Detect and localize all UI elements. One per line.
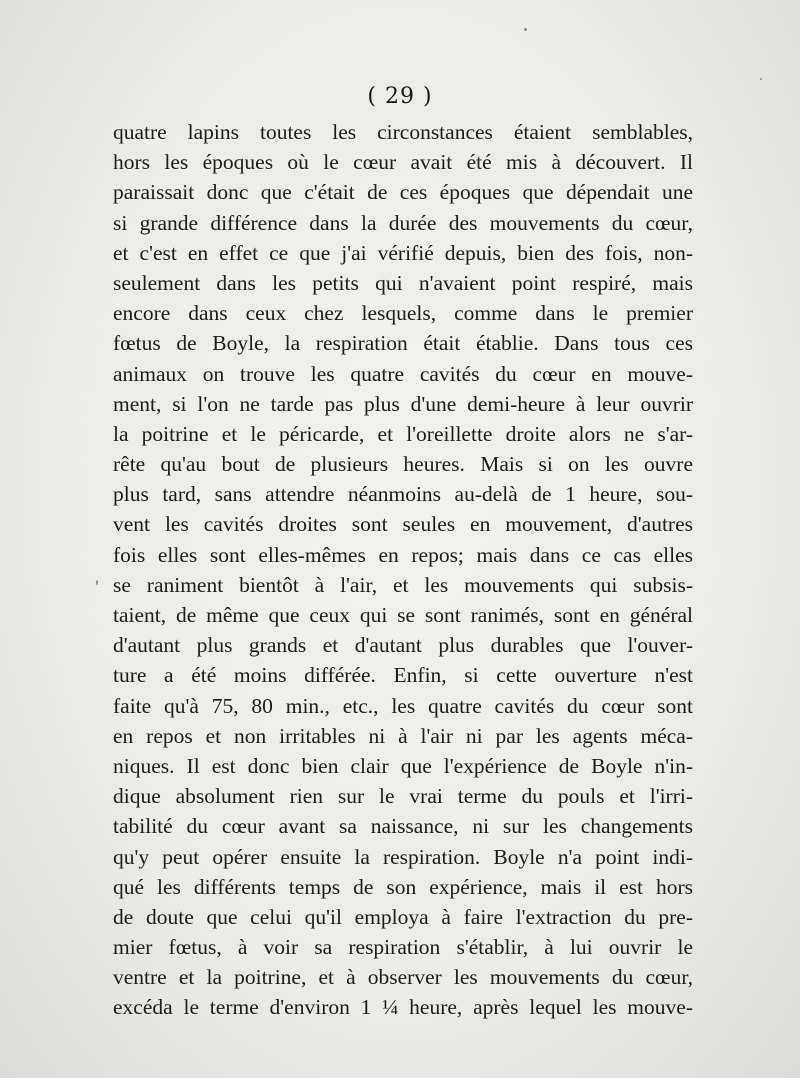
- text-line: qu'y peut opérer ensuite la respiration. Boyle n'a point indi-: [113, 844, 693, 869]
- text-line: paraissait donc que c'était de ces époques que dépendait une: [113, 180, 693, 205]
- text-line: en repos et non irritables ni à l'air ni par les agents méca-: [113, 723, 693, 748]
- text-line: et c'est en effet ce que j'ai vérifié depuis, bien des fois, non-: [113, 240, 693, 265]
- paper-speck: [760, 78, 762, 80]
- text-line: taient, de même que ceux qui se sont ranimés, sont en général: [113, 603, 693, 627]
- text-line: niques. Il est donc bien clair que l'expérience de Boyle n'in-: [113, 753, 693, 778]
- text-line: quatre lapins toutes les circonstances étaient semblables,: [113, 120, 693, 144]
- text-line: ventre et la poitrine, et à observer les mouvements du cœur,: [113, 965, 693, 990]
- text-line: ture a été moins différée. Enfin, si cette ouverture n'est: [113, 663, 693, 688]
- text-line: hors les époques où le cœur avait été mis à découvert. Il: [113, 150, 693, 175]
- text-line: animaux on trouve les quatre cavités du cœur en mouve-: [113, 361, 693, 386]
- text-line: excéda le terme d'environ 1 ¼ heure, après lequel les mouve-: [113, 995, 693, 1020]
- paper-speck: [524, 28, 527, 31]
- page-number: ( 29 ): [367, 84, 433, 109]
- paper-speck: [96, 580, 98, 585]
- text-line: si grande différence dans la durée des mouvements du cœur,: [113, 210, 693, 235]
- text-line: de doute que celui qu'il employa à faire l'extraction du pre-: [113, 904, 693, 929]
- text-line: fois elles sont elles-mêmes en repos; mais dans ce cas elles: [113, 542, 693, 567]
- text-line: rête qu'au bout de plusieurs heures. Mais si on les ouvre: [113, 452, 693, 477]
- body-text: [113, 117, 693, 1023]
- text-line: se raniment bientôt à l'air, et les mouvements qui subsis-: [113, 572, 693, 597]
- text-line: mier fœtus, à voir sa respiration s'établir, à lui ouvrir le: [113, 935, 693, 960]
- text-line: encore dans ceux chez lesquels, comme dans le premier: [113, 301, 693, 326]
- text-line: d'autant plus grands et d'autant plus durables que l'ouver-: [113, 633, 693, 658]
- text-line: tabilité du cœur avant sa naissance, ni sur les changements: [113, 814, 693, 839]
- text-line: faite qu'à 75, 80 min., etc., les quatre cavités du cœur sont: [113, 693, 693, 718]
- text-line: la poitrine et le péricarde, et l'oreillette droite alors ne s'ar-: [113, 421, 693, 446]
- text-line: dique absolument rien sur le vrai terme du pouls et l'irri-: [113, 784, 693, 809]
- text-line: qué les différents temps de son expérience, mais il est hors: [113, 874, 693, 899]
- text-line: ment, si l'on ne tarde pas plus d'une demi-heure à leur ouvrir: [113, 391, 693, 416]
- text-line: seulement dans les petits qui n'avaient point respiré, mais: [113, 270, 693, 295]
- text-line: fœtus de Boyle, la respiration était établie. Dans tous ces: [113, 331, 693, 356]
- text-line: vent les cavités droites sont seules en mouvement, d'autres: [113, 512, 693, 537]
- text-line: plus tard, sans attendre néanmoins au-delà de 1 heure, sou-: [113, 482, 693, 507]
